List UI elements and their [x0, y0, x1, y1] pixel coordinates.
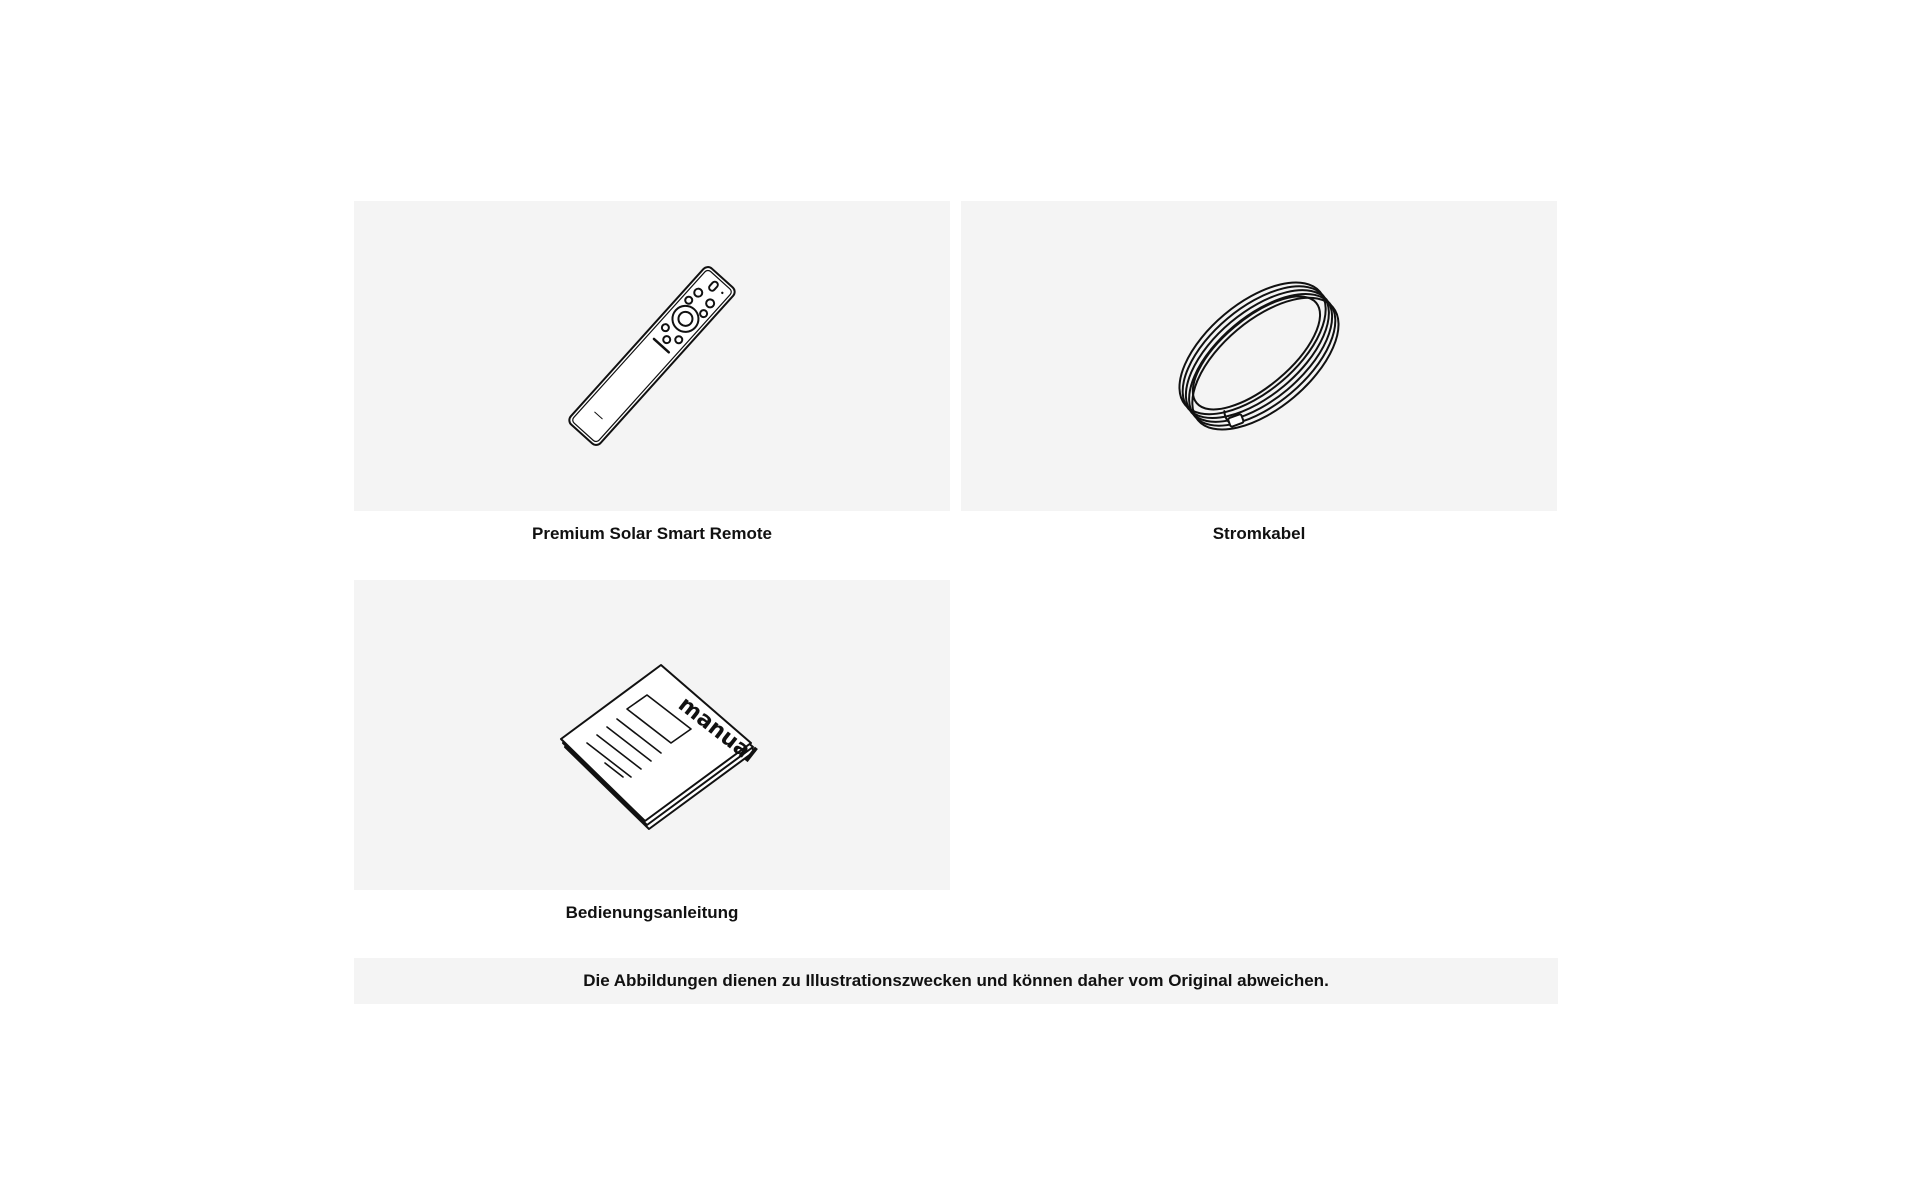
remote-label: Premium Solar Smart Remote [532, 524, 772, 543]
manual-booklet-icon [354, 580, 950, 890]
manual-image-panel [354, 580, 950, 890]
manual-label: Bedienungsanleitung [565, 903, 739, 922]
manual-cover-title: manual [673, 692, 761, 769]
cable-label: Stromkabel [1212, 524, 1306, 543]
remote-image-panel [354, 201, 950, 511]
power-cable-icon [961, 201, 1557, 511]
illustration-disclaimer: Die Abbildungen dienen zu Illustrationszwecken und können daher vom Original abweichen. [354, 958, 1558, 1004]
cable-image-panel [961, 201, 1557, 511]
remote-control-icon [354, 201, 950, 511]
